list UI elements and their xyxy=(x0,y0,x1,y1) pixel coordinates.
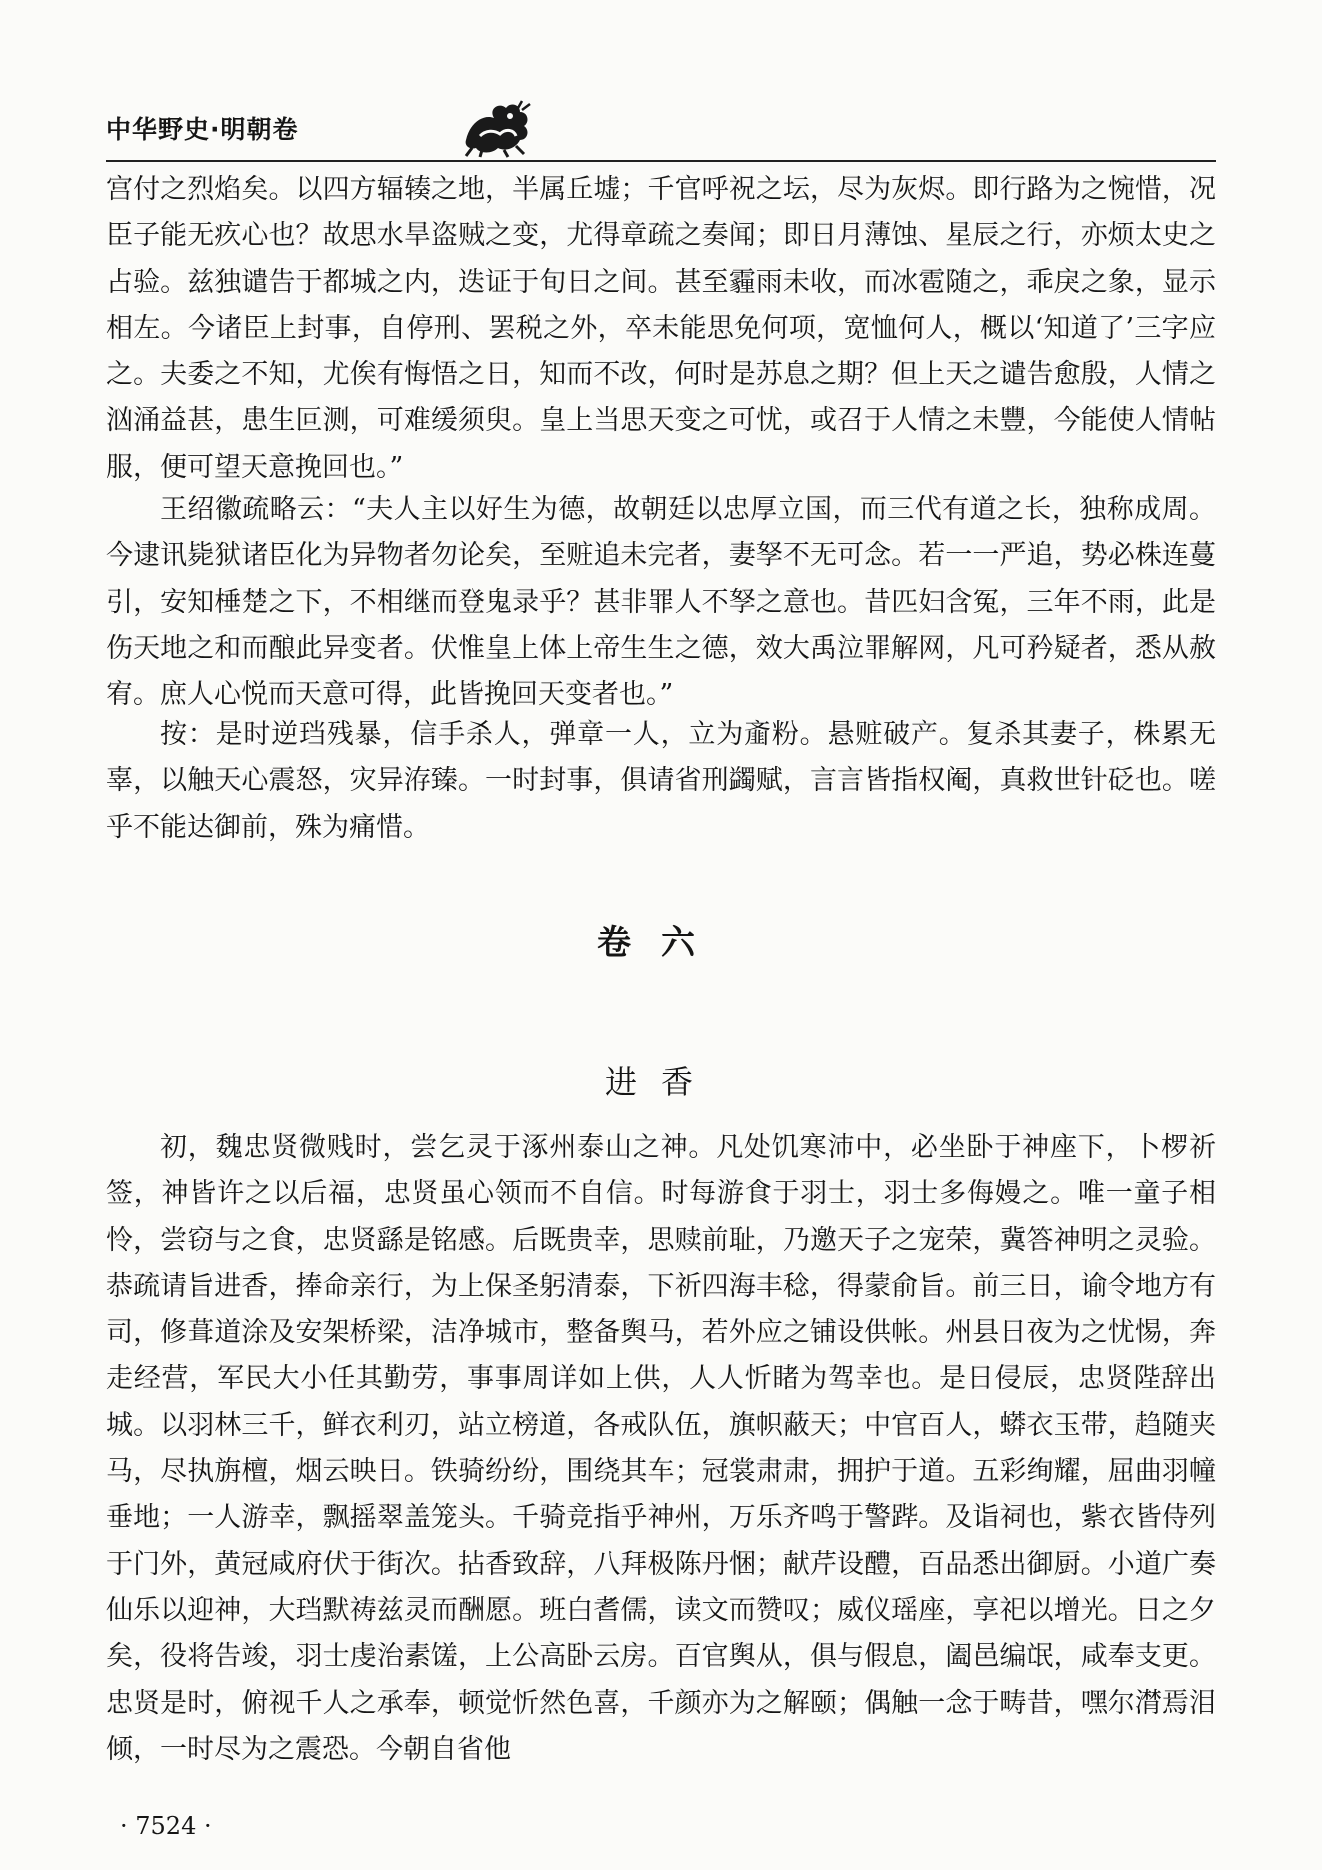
paragraph-continuation: 宫付之烈焰矣。以四方辐辏之地，半属丘墟；千官呼祝之坛，尽为灰烬。即行路为之惋惜，况臣子能无疚心也？故思水旱盗贼之变，尤得章疏之奏闻；即日月薄蚀、星辰之行，亦烦太史之占验。兹独谴告于都城之内，迭证于旬日之间。甚至霾雨未收，而冰雹随之，乖戾之象，显示相左。今诸臣上封事，自停刑、罢税之外，卒未能思免何项，宽恤何人，概以‘知道了’三字应之。夫委之不知，尤俟有悔悟之日，知而不改，何时是苏息之期？但上天之谴告愈殷，人情之汹涌益甚，患生叵测，可难缓须臾。皇上当思天变之可忧，或召于人情之未豐，今能使人情帖服，便可望天意挽回也。” xyxy=(106,174,1216,483)
header-rule xyxy=(106,160,1216,162)
section-title: 进香 xyxy=(604,1063,717,1101)
series-title: 中华野史·明朝卷 xyxy=(106,115,299,144)
page-number: · 7524 · xyxy=(120,1812,212,1840)
text-block-incense xyxy=(106,1125,1216,1773)
running-header xyxy=(106,100,1216,160)
text-block-commentary xyxy=(106,712,1216,851)
paragraph-wang-shaohui: 王绍徽疏略云：“夫人主以好生为德，故朝廷以忠厚立国，而三代有道之长，独称成周。今逮讯毙狱诸臣化为异物者勿论矣，至赃追未完者，妻孥不无可念。若一一严追，势必株连蔓引，安知棰楚之下，不相继而登鬼录乎？甚非罪人不孥之意也。昔匹妇含冤，三年不雨，此是伤天地之和而酿此异变者。伏惟皇上体上帝生生之德，效大禹泣罪解网，凡可矜疑者，悉从赦宥。庶人心悦而天意可得，此皆挽回天变者也。” xyxy=(106,494,1216,711)
paragraph-commentary: 按：是时逆珰残暴，信手杀人，弹章一人，立为齑粉。悬赃破产。复杀其妻子，株累无辜，以触天心震怒，灾异洊臻。一时封事，俱请省刑蠲赋，言言皆指权阉，真救世针砭也。嗟乎不能达御前，殊为痛惜。 xyxy=(106,719,1216,843)
dragon-emblem-icon xyxy=(458,100,534,158)
volume-title: 卷六 xyxy=(597,923,725,963)
text-block-continuation xyxy=(106,167,1216,491)
paragraph-incense: 初，魏忠贤微贱时，尝乞灵于涿州泰山之神。凡处饥寒沛中，必坐卧于神座下，卜椤祈签，神皆许之以后福，忠贤虽心领而不自信。时每游食于羽士，羽士多侮嫚之。唯一童子相怜，尝窃与之食，忠贤繇是铭感。后既贵幸，思赎前耻，乃邀天子之宠荣，冀答神明之灵验。恭疏请旨进香，捧命亲行，为上保圣躬清泰，下祈四海丰稔，得蒙俞旨。前三日，谕令地方有司，修葺道涂及安架桥梁，洁净城市，整备舆马，若外应之铺设供帐。州县日夜为之忧惕，奔走经营，军民大小任其勤劳，事事周详如上供，人人忻睹为驾幸也。是日侵辰，忠贤陛辞出城。以羽林三千，鲜衣利刃，站立榜道，各戒队伍，旗帜蔽天；中官百人，蟒衣玉带，趋随夹马，尽执旃檀，烟云映日。铁骑纷纷，围绕其车；冠裳肃肃，拥护于道。五彩绚耀，屈曲羽幢垂地；一人游幸，飘摇翠盖笼头。千骑竞指乎神州，万乐齐鸣于警跸。及诣祠也，紫衣皆侍列于门外，黄冠咸府伏于街次。拈香致辞，八拜极陈丹悃；献芹设醴，百品悉出御厨。小道广奏仙乐以迎神，大珰默祷兹灵而酬愿。班白耆儒，读文而赞叹；威仪瑶座，享祀以增光。日之夕矣，役将告竣，羽士虔治素馐，上公高卧云房。百官舆从，俱与假息，阖邑编氓，咸奉支更。忠贤是时，俯视千人之承奉，顿觉忻然色喜，千颜亦为之解颐；偶触一念于畴昔，嘿尔潸焉泪倾，一时尽为之震恐。今朝自省他 xyxy=(106,1132,1216,1765)
text-block-memorial xyxy=(106,487,1216,718)
